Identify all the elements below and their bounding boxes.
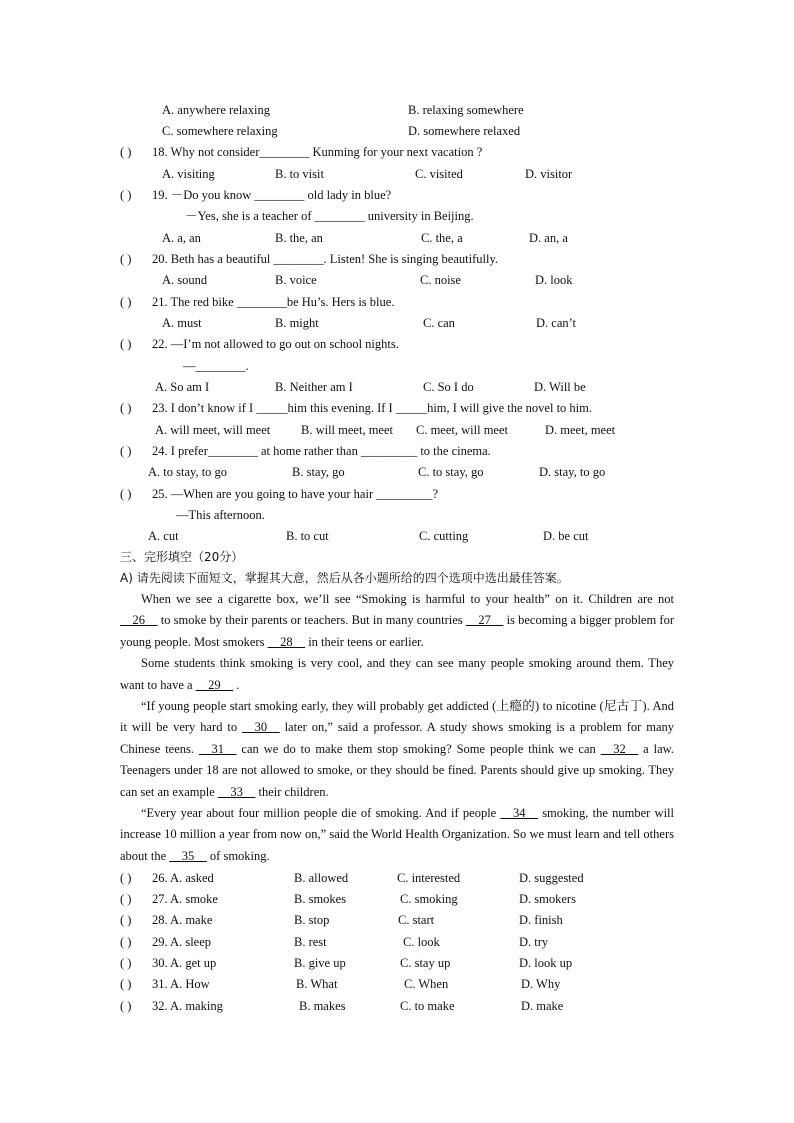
q24-option-a: A. to stay, to go <box>148 465 228 479</box>
q21-option-b: B. might <box>275 316 319 330</box>
cloze-26-option-a: 26. A. asked <box>152 871 214 885</box>
cloze-26-option-b: B. allowed <box>294 871 349 885</box>
cloze-passage <box>120 589 674 867</box>
cloze-29-option-d: D. try <box>519 935 549 949</box>
cloze-31-option-b: B. What <box>296 977 338 991</box>
question-20-stem: 20. Beth has a beautiful ________. Listen! She is singing beautifully. <box>152 252 499 266</box>
question-24-stem: 24. I prefer________ at home rather than _________ to the cinema. <box>152 444 491 458</box>
q19-option-c: C. the, a <box>421 231 463 245</box>
cloze-30-option-a: 30. A. get up <box>152 956 217 970</box>
passage-paragraph <box>120 589 674 653</box>
cloze-32-option-c: C. to make <box>400 999 455 1013</box>
cloze-31-option-d: D. Why <box>521 977 561 991</box>
answer-bracket-24: ( ) <box>120 444 132 458</box>
answer-bracket-18: ( ) <box>120 145 132 159</box>
q22-option-a: A. So am I <box>155 380 210 394</box>
passage-text: Some students think smoking is very cool, and they can see many people smoking around them. They want to have a <box>120 656 674 692</box>
q23-option-b: B. will meet, meet <box>301 423 393 437</box>
q24-option-c: C. to stay, go <box>418 465 484 479</box>
q23-option-a: A. will meet, will meet <box>155 423 271 437</box>
cloze-27-option-b: B. smokes <box>294 892 347 906</box>
blank-number: __33__ <box>217 784 256 799</box>
q17-option-a: A. anywhere relaxing <box>162 103 270 117</box>
answer-bracket-21: ( ) <box>120 295 132 309</box>
passage-paragraph <box>120 803 674 867</box>
answer-bracket-27: ( ) <box>120 892 132 906</box>
question-22-stem: 22. —I’m not allowed to go out on school nights. <box>152 337 399 351</box>
cloze-29-option-b: B. rest <box>294 935 327 949</box>
cloze-28-option-b: B. stop <box>294 913 330 927</box>
question-21-stem: 21. The red bike ________be Hu’s. Hers is blue. <box>152 295 395 309</box>
cloze-26-option-d: D. suggested <box>519 871 584 885</box>
answer-bracket-30: ( ) <box>120 956 132 970</box>
cloze-30-option-b: B. give up <box>294 956 346 970</box>
q17-option-c: C. somewhere relaxing <box>162 124 278 138</box>
passage-text: of smoking. <box>206 848 270 863</box>
blank-number: __34__ <box>500 806 538 821</box>
q25-option-b: B. to cut <box>286 529 329 543</box>
answer-bracket-29: ( ) <box>120 935 132 949</box>
answer-bracket-32: ( ) <box>120 999 132 1013</box>
blank-number: __29__ <box>195 677 234 692</box>
q23-option-c: C. meet, will meet <box>416 423 508 437</box>
q21-option-c: C. can <box>423 316 455 330</box>
cloze-29-option-c: C. look <box>403 935 440 949</box>
cloze-32-option-b: B. makes <box>299 999 346 1013</box>
q24-option-d: D. stay, to go <box>539 465 606 479</box>
passage-text: in their teens or earlier. <box>305 634 424 649</box>
q19-option-d: D. an, a <box>529 231 568 245</box>
question-23-stem: 23. I don’t know if I _____him this evening. If I _____him, I will give the novel to him. <box>152 401 592 415</box>
q21-option-a: A. must <box>162 316 202 330</box>
section-3-heading: 三、完形填空（20分） <box>120 550 244 564</box>
answer-bracket-19: ( ) <box>120 188 132 202</box>
cloze-28-option-a: 28. A. make <box>152 913 213 927</box>
q19-option-b: B. the, an <box>275 231 323 245</box>
cloze-26-option-c: C. interested <box>397 871 461 885</box>
answer-bracket-28: ( ) <box>120 913 132 927</box>
answer-bracket-22: ( ) <box>120 337 132 351</box>
q25-option-d: D. be cut <box>543 529 589 543</box>
q19-option-a: A. a, an <box>162 231 201 245</box>
passage-paragraph <box>120 653 674 696</box>
q20-option-c: C. noise <box>420 273 461 287</box>
cloze-30-option-d: D. look up <box>519 956 573 970</box>
blank-number: __32__ <box>600 741 639 756</box>
cloze-30-option-c: C. stay up <box>400 956 451 970</box>
question-19-reply: －Yes, she is a teacher of ________ university in Beijing. <box>185 209 474 223</box>
passage-text: their children. <box>255 784 329 799</box>
q20-option-b: B. voice <box>275 273 317 287</box>
q17-option-d: D. somewhere relaxed <box>408 124 521 138</box>
cloze-32-option-d: D. make <box>521 999 564 1013</box>
q18-option-d: D. visitor <box>525 167 573 181</box>
question-25-stem: 25. —When are you going to have your hair _________? <box>152 487 439 501</box>
blank-number: __35__ <box>169 848 207 863</box>
blank-number: __28__ <box>267 634 306 649</box>
q25-option-a: A. cut <box>148 529 179 543</box>
blank-number: __26__ <box>120 613 158 628</box>
question-22-reply: —________. <box>183 359 249 373</box>
passage-text: is becoming a bigger problem for young people. Most smokers <box>120 613 674 649</box>
cloze-31-option-a: 31. A. How <box>152 977 210 991</box>
question-25-reply: —This afternoon. <box>176 508 265 522</box>
q22-option-d: D. Will be <box>534 380 586 394</box>
answer-bracket-31: ( ) <box>120 977 132 991</box>
q18-option-c: C. visited <box>415 167 463 181</box>
q22-option-c: C. So I do <box>423 380 474 394</box>
passage-text: “If young people start smoking early, they will probably get addicted (上瘾的) to nicotine (尼古丁). And it will be very hard to <box>120 699 674 735</box>
passage-text: later on,” said a professor. A study shows smoking is a problem for many Chinese teens. <box>120 720 675 756</box>
cloze-31-option-c: C. When <box>404 977 449 991</box>
passage-text: a law. Teenagers under 18 are not allowed to smoke, or they should be fined. Parents should give up smoking. They can set an example <box>120 741 674 799</box>
q17-option-b: B. relaxing somewhere <box>408 103 524 117</box>
passage-text: . <box>233 677 240 692</box>
answer-bracket-23: ( ) <box>120 401 132 415</box>
passage-text: When we see a cigarette box, we’ll see “Smoking is harmful to your health” on it. Children are not <box>141 592 674 606</box>
passage-text: to smoke by their parents or teachers. But in many countries <box>157 613 466 628</box>
q18-option-a: A. visiting <box>162 167 215 181</box>
blank-number: __31__ <box>198 741 237 756</box>
q20-option-a: A. sound <box>162 273 208 287</box>
q21-option-d: D. can’t <box>536 316 577 330</box>
cloze-27-option-d: D. smokers <box>519 892 576 906</box>
question-19-stem: 19. －Do you know ________ old lady in blue? <box>152 188 392 202</box>
answer-bracket-20: ( ) <box>120 252 132 266</box>
blank-number: __30__ <box>242 720 280 735</box>
answer-bracket-26: ( ) <box>120 871 132 885</box>
cloze-29-option-a: 29. A. sleep <box>152 935 212 949</box>
cloze-32-option-a: 32. A. making <box>152 999 223 1013</box>
passage-text: can we do to make them stop smoking? Some people think we can <box>236 741 601 756</box>
q24-option-b: B. stay, go <box>292 465 345 479</box>
cloze-28-option-d: D. finish <box>519 913 563 927</box>
q18-option-b: B. to visit <box>275 167 324 181</box>
q23-option-d: D. meet, meet <box>545 423 616 437</box>
question-18-stem: 18. Why not consider________ Kunming for your next vacation ? <box>152 145 483 159</box>
q22-option-b: B. Neither am I <box>275 380 353 394</box>
q25-option-c: C. cutting <box>419 529 469 543</box>
q20-option-d: D. look <box>535 273 573 287</box>
blank-number: __27__ <box>465 613 504 628</box>
passage-text: smoking, the number will increase 10 million a year from now on,” said the World Health Organization. So we must learn and tell others about the <box>120 806 674 863</box>
passage-text: “Every year about four million people die of smoking. And if people <box>141 806 501 821</box>
answer-bracket-25: ( ) <box>120 487 132 501</box>
section-3-instruction: A) 请先阅读下面短文，掌握其大意，然后从各小题所给的四个选项中选出最佳答案。 <box>120 571 569 585</box>
passage-paragraph <box>120 696 674 803</box>
cloze-27-option-c: C. smoking <box>400 892 458 906</box>
cloze-28-option-c: C. start <box>398 913 435 927</box>
cloze-27-option-a: 27. A. smoke <box>152 892 218 906</box>
